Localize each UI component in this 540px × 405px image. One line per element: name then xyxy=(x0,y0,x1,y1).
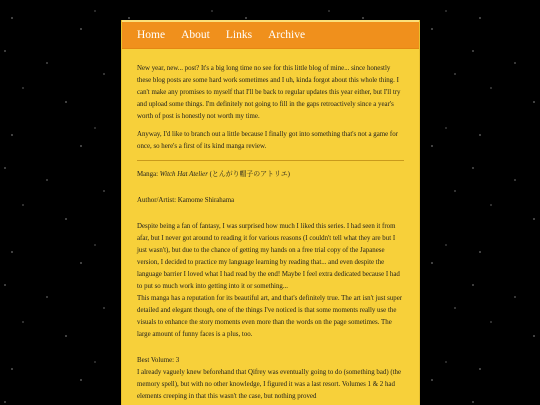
manga-japanese-title: (とんがり帽子のアトリエ) xyxy=(209,171,290,178)
manga-line xyxy=(137,169,404,181)
nav-archive-link[interactable]: Archive xyxy=(268,29,306,41)
blog-page xyxy=(121,20,420,405)
review-paragraph-2: This manga has a reputation for its beautiful art, and that's definitely true. The art isn't just super detailed and elegant though, one of the things I've noticed is that some moments really use the visuals to enhance the story moments even more than the words on the page sometimes. The large amount of funny faces is a plus, too. xyxy=(137,295,403,338)
review-paragraph-1: Despite being a fan of fantasy, I was surprised how much I liked this series. I had seen it from afar, but I never got around to reading it for various reasons (I couldn't tell what they are but I just wasn't), but due to the chance of getting my hands on a free trial copy of the Japanese version, I decided to practice my language learning by reading that... and even despite the language barrier I loved what I had read by the end! Maybe I feel extra dedicated because I had to put so much work into getting into it or something... xyxy=(137,223,400,290)
review-paragraph-3: I already vaguely knew beforehand that Qifrey was eventually going to do (something bad) (the memory spell), but with no other knowledge, I figured it was a last resort. Volumes 1 & 2 had elements creeping in that this wasn't the case, but nothing proved xyxy=(137,369,402,400)
intro-paragraph-1: New year, new... post? It's a big long time no see for this little blog of mine... since honestly these blog posts are some hard work sometimes and I uh, kinda forgot about this whole thing. I can't make any promises to myself that I'll be back to regular updates this year either, but I'll try and upload some things. I'm definitely not going to fill in the gaps retroactively since a year's worth of post is honestly not worth my time. xyxy=(137,65,401,120)
intro-paragraph-2: Anyway, I'd like to branch out a little because I finally got into something that's not a game for once, so here's a first of its kind manga review. xyxy=(137,131,398,150)
post-content xyxy=(122,49,419,403)
manga-title: Witch Hat Atelier xyxy=(159,171,208,178)
section-divider xyxy=(137,160,404,161)
nav-bar xyxy=(122,22,419,49)
manga-label: Manga: xyxy=(137,171,159,178)
nav-links-link[interactable]: Links xyxy=(225,29,253,41)
best-volume-line: Best Volume: 3 xyxy=(137,357,180,364)
author-line: Author/Artist: Kamome Shirahama xyxy=(137,197,235,204)
nav-home-link[interactable]: Home xyxy=(137,29,166,41)
nav-about-link[interactable]: About xyxy=(181,29,210,41)
